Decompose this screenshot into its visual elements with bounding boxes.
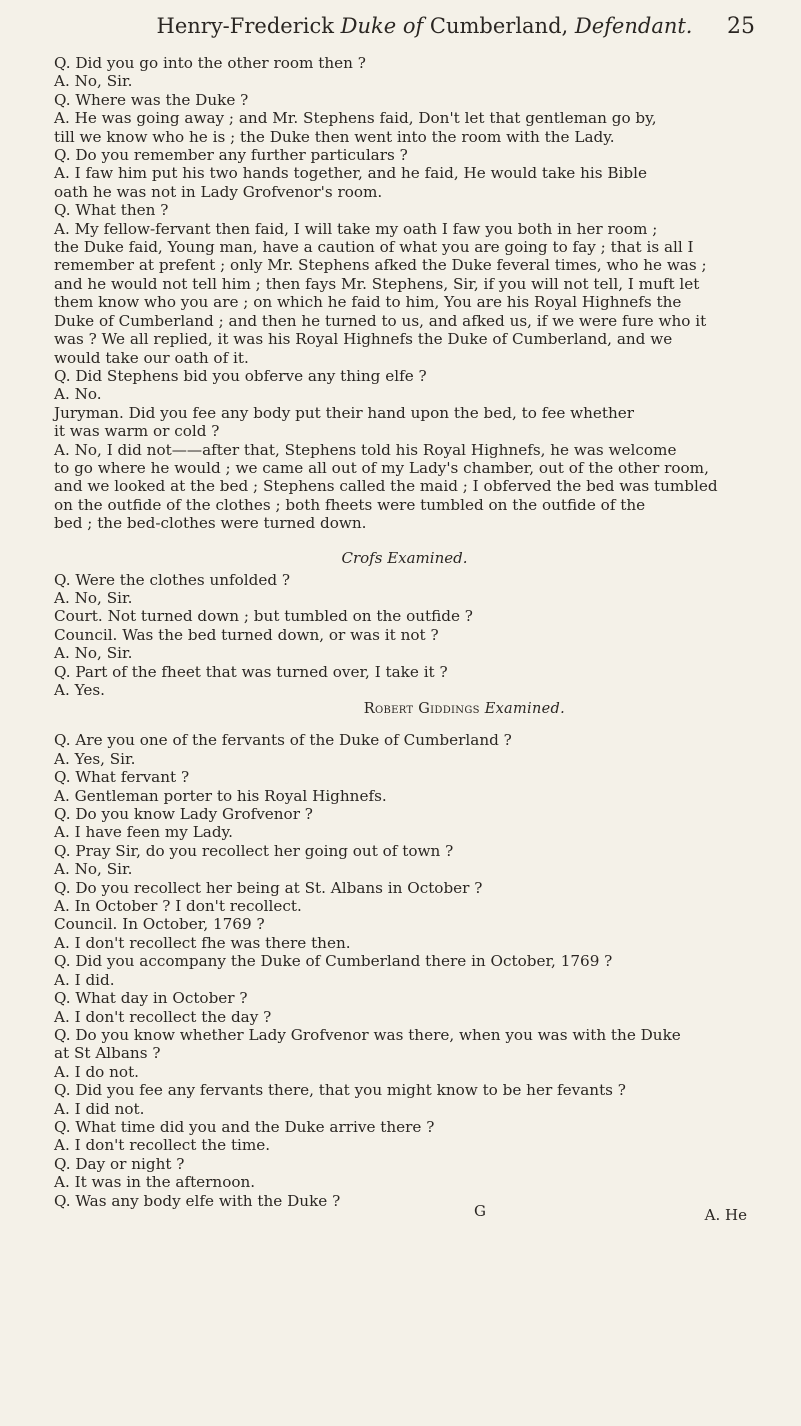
text-line: Court. Not turned down ; but tumbled on the outfide ? <box>54 607 473 626</box>
text-line: A. I don't recollect fhe was there then. <box>54 933 351 952</box>
text-line: Q. Did you accompany the Duke of Cumberland there in October, 1769 ? <box>54 952 613 971</box>
text-line: Q. What time did you and the Duke arrive there ? <box>54 1117 435 1136</box>
text-line: Q. What day in October ? <box>54 989 248 1008</box>
text-line: Q. Did you fee any fervants there, that you might know to be her fevants ? <box>54 1081 626 1100</box>
testimony-block-1 <box>54 54 755 533</box>
text-line: remember at prefent ; only Mr. Stephens afked the Duke feveral times, who he was ; <box>54 256 707 275</box>
text-line: and he would not tell him ; then fays Mr. Stephens, Sir, if you will not tell, I muft let <box>54 274 700 293</box>
text-line: Q. Do you know whether Lady Grofvenor was there, when you was with the Duke <box>54 1025 681 1044</box>
text-line: Q. Did Stephens bid you obferve any thing elfe ? <box>54 366 427 385</box>
text-line: A. I don't recollect the time. <box>54 1136 271 1155</box>
text-line: A. No, Sir. <box>54 72 133 91</box>
witness-name: Robert Giddings <box>363 701 480 718</box>
text-line: A. Gentleman porter to his Royal Highnefs. <box>54 786 387 805</box>
witness-label: Examined. <box>484 701 565 718</box>
testimony-block-2 <box>54 571 755 700</box>
text-line: the Duke faid, Young man, have a caution of what you are going to fay ; that is all I <box>54 238 694 257</box>
text-line: Q. Was any body elfe with the Duke ? <box>54 1191 341 1210</box>
text-line: would take our oath of it. <box>54 348 249 367</box>
text-line: Q. Pray Sir, do you recollect her going out of town ? <box>54 841 454 860</box>
running-header <box>94 10 755 40</box>
text-line: and we looked at the bed ; Stephens called the maid ; I obferved the bed was tumbled <box>54 477 718 496</box>
text-line: Council. Was the bed turned down, or was it not ? <box>54 625 439 644</box>
text-line: A. It was in the afternoon. <box>54 1173 256 1192</box>
text-line: was ? We all replied, it was his Royal Highnefs the Duke of Cumberland, and we <box>54 330 673 349</box>
text-line: A. I did. <box>54 970 115 989</box>
catchword: A. He <box>704 1205 747 1224</box>
text-line: A. No, Sir. <box>54 860 133 879</box>
page-number: 25 <box>727 14 755 39</box>
text-line: Council. In October, 1769 ? <box>54 915 265 934</box>
text-line: A. I do not. <box>54 1062 139 1081</box>
text-line: it was warm or cold ? <box>54 422 220 441</box>
text-line: A. My fellow-fervant then faid, I will take my oath I faw you both in her room ; <box>54 219 658 238</box>
text-line: A. In October ? I don't recollect. <box>54 897 302 916</box>
text-line: them know who you are ; on which he faid to him, You are his Royal Highnefs the <box>54 293 682 312</box>
text-line: A. No, Sir. <box>54 644 133 663</box>
page-title: Henry-Frederick Duke of Cumberland, Defendant. <box>156 14 693 38</box>
text-line: A. I did not. <box>54 1099 145 1118</box>
text-line: Q. Part of the fheet that was turned over, I take it ? <box>54 662 448 681</box>
text-line: Q. Do you recollect her being at St. Albans in October ? <box>54 878 483 897</box>
testimony-block-3 <box>54 731 755 1210</box>
section-heading-cross-examined: Crofs Examined. <box>341 548 468 567</box>
text-line: A. I don't recollect the day ? <box>54 1007 272 1026</box>
text-line: till we know who he is ; the Duke then went into the room with the Lady. <box>54 127 615 146</box>
text-line: Q. Where was the Duke ? <box>54 90 249 109</box>
text-line: oath he was not in Lady Grofvenor's room. <box>54 182 383 201</box>
text-line: Q. Are you one of the fervants of the Duke of Cumberland ? <box>54 731 512 750</box>
text-line: Juryman. Did you fee any body put their hand upon the bed, to fee whether <box>54 403 635 422</box>
text-line: on the outfide of the clothes ; both fheets were tumbled on the outfide of the <box>54 495 646 514</box>
signature-mark: G <box>474 1201 486 1220</box>
text-line: Q. What fervant ? <box>54 768 190 787</box>
text-line: A. I faw him put his two hands together, and he faid, He would take his Bible <box>54 164 647 183</box>
text-line: Q. Were the clothes unfolded ? <box>54 570 291 589</box>
text-line: Q. Do you know Lady Grofvenor ? <box>54 805 313 824</box>
text-line: to go where he would ; we came all out of my Lady's chamber, out of the other room, <box>54 458 709 477</box>
text-line: Q. Day or night ? <box>54 1154 185 1173</box>
text-line: Q. Do you remember any further particulars ? <box>54 146 408 165</box>
text-line: bed ; the bed-clothes were turned down. <box>54 514 367 533</box>
page-footer <box>54 1201 755 1230</box>
text-line: Q. What then ? <box>54 201 169 220</box>
text-line: Duke of Cumberland ; and then he turned to us, and afked us, if we were fure who it <box>54 311 707 330</box>
text-line: A. He was going away ; and Mr. Stephens faid, Don't let that gentleman go by, <box>54 109 657 128</box>
text-line: A. No, I did not——after that, Stephens told his Royal Highnefs, he was welcome <box>54 440 677 459</box>
text-line: at St Albans ? <box>54 1044 161 1063</box>
witness-heading <box>54 701 755 717</box>
text-line: A. Yes, Sir. <box>54 749 136 768</box>
text-line: A. I have feen my Lady. <box>54 823 233 842</box>
text-line: Q. Did you go into the other room then ? <box>54 54 366 72</box>
text-line: A. No, Sir. <box>54 588 133 607</box>
text-line: A. No. <box>54 385 102 404</box>
text-line: A. Yes. <box>54 681 105 699</box>
